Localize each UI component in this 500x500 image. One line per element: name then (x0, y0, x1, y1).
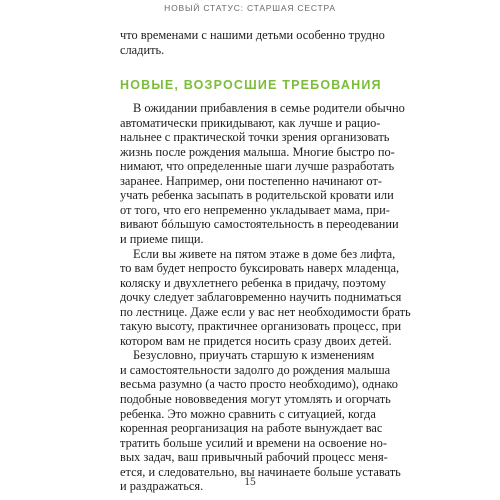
body-text-line: весьма разумно (а часто просто необходимо), однако (120, 377, 398, 392)
body-text-line: по лестнице. Даже если у вас нет необходимости брать (120, 304, 411, 319)
body-text-line: ребенка. Это можно сравнить с ситуацией, когда (120, 406, 376, 421)
body-text-line: нальнее с практической точки зрения организовать (120, 130, 390, 145)
body-text-line: и самостоятельности задолго до рождения малыша (120, 362, 391, 377)
body-text-line: то вам будет непросто буксировать наверх младенца, (120, 261, 400, 276)
body-text-line: котором вам не придется носить сразу двоих детей. (120, 333, 392, 348)
body-text-line: подобные нововведения могут утомлять и огорчать (120, 392, 391, 406)
body-text-line: такую высоту, практичнее организовать процесс, при (120, 319, 402, 334)
body-text-line: ется, и следовательно, вы начинаете больше уставать (120, 464, 401, 479)
body-text-line: и раздражаться. (120, 479, 204, 494)
body-text-line: В ожидании прибавления в семье родители обычно (133, 101, 405, 115)
body-text-line: сладить. (120, 43, 165, 57)
body-text-line: учать ребенка засыпать в родительской кровати или (120, 188, 394, 203)
body-text-line: заранее. Например, они постепенно начинают от- (120, 173, 382, 188)
body-text-line: автоматически прикидывают, как лучше и рацио- (120, 115, 381, 130)
body-text-line: коренная реорганизация на работе вынуждает вас (120, 421, 383, 436)
body-text-line: нимают, что определенные шаги лучше разработать (120, 159, 395, 174)
body-text-line: Если вы живете на пятом этаже в доме без лифта, (133, 246, 396, 261)
body-text-line: тратить больше усилий и времени на освоение но- (120, 435, 387, 450)
body-text-line: Безусловно, приучать старшую к изменениям (133, 348, 375, 363)
body-text-line: что временами с нашими детьми особенно трудно (120, 28, 385, 42)
body-text-line: от того, что его непременно укладывает мама, при- (120, 202, 390, 217)
body-text-line: вых задач, ваш привычный рабочий процесс меня- (120, 450, 388, 465)
body-text-line: жизнь после рождения малыша. Многие быстро по- (120, 144, 395, 159)
body-text-line: дочку следует заблаговременно научить подниматься (120, 290, 402, 305)
running-header: НОВЫЙ СТАТУС: СТАРШАЯ СЕСТРА (164, 3, 336, 13)
section-heading: НОВЫЕ, ВОЗРОСШИЕ ТРЕБОВАНИЯ (120, 78, 382, 92)
body-text-line: вивают бóльшую самостоятельность в переодевании (120, 217, 399, 232)
body-text-line: коляску и двухлетнего ребенка в придачу, поэтому (120, 275, 387, 290)
page-number: 15 (244, 476, 256, 488)
body-text-line: и приеме пищи. (120, 232, 204, 246)
